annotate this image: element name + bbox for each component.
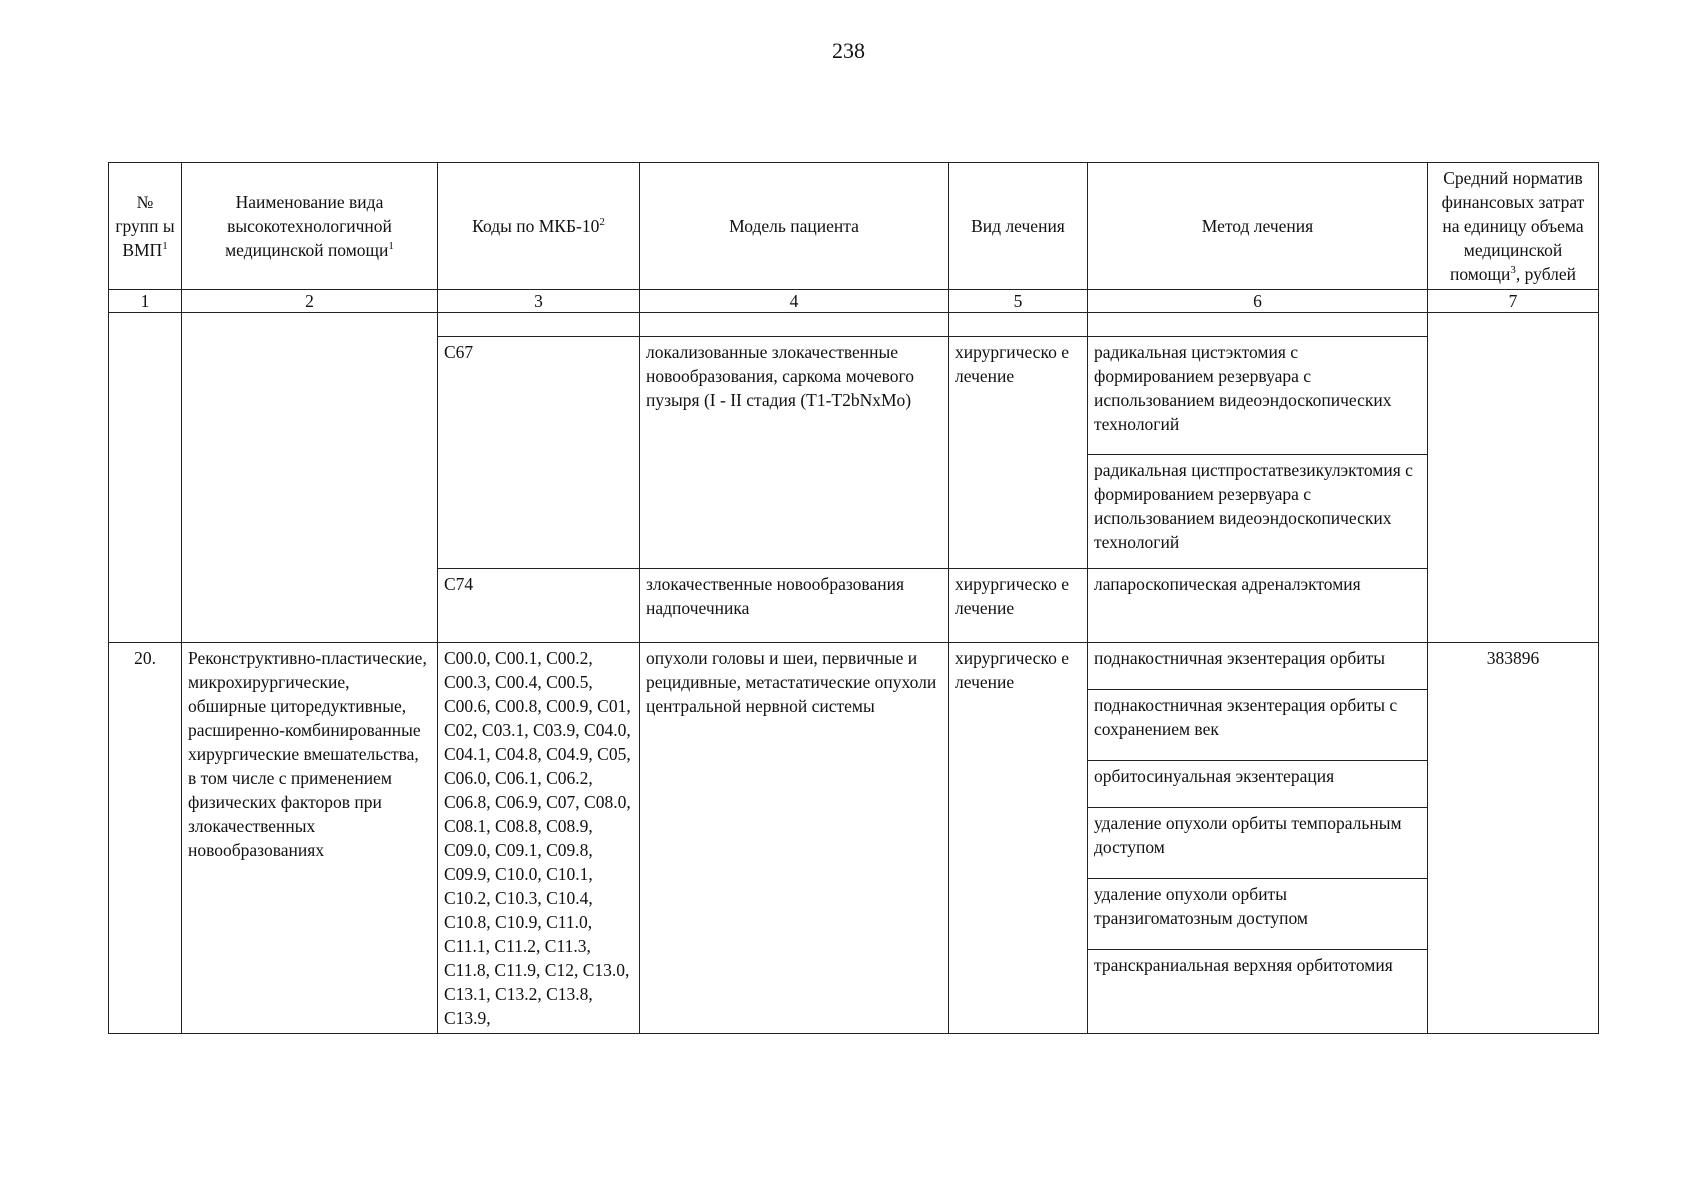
treatment-type-cell: хирургическо е лечение: [949, 337, 1088, 569]
column-number: 2: [182, 290, 438, 313]
column-number: 4: [640, 290, 949, 313]
header-treatment-type: Вид лечения: [949, 163, 1088, 290]
header-icd-codes: Коды по МКБ-$10^2$: [438, 163, 640, 290]
treatment-method: поднакостничная экзентерация орбиты: [1088, 643, 1427, 690]
column-number: 7: [1428, 290, 1599, 313]
table-row: [109, 313, 1599, 337]
column-number: 1: [109, 290, 182, 313]
header-patient-model: Модель пациента: [640, 163, 949, 290]
patient-model-cell: злокачественные новообразования надпочечника: [640, 569, 949, 643]
group-number-cell: [109, 313, 182, 643]
group-number-cell: 20.: [109, 643, 182, 1034]
column-number: 6: [1088, 290, 1428, 313]
patient-model-cell: опухоли головы и шеи, первичные и рецидивные, метастатические опухоли центральной нервной системы: [640, 643, 949, 1034]
patient-model-cell: локализованные злокачественные новообразования, саркома мочевого пузыря (I - II стадия (T1-T2bNxMo): [640, 337, 949, 569]
header-vmp-name: Наименование вида высокотехнологичной медицинской помощи$^1$: [182, 163, 438, 290]
treatment-method: удаление опухоли орбиты темпоральным доступом: [1088, 808, 1427, 879]
header-cost-norm: Средний норматив финансовых затрат на единицу объема медицинской помощи$^3$, рублей: [1428, 163, 1599, 290]
treatment-method-cell: лапароскопическая адреналэктомия: [1088, 569, 1428, 643]
treatment-method: радикальная цистпростатвезикулэктомия с формированием резервуара с использованием видеоэндоскопических технологий: [1094, 460, 1413, 552]
spacer-cell: [1088, 313, 1428, 337]
treatment-methods-cell: [1088, 337, 1428, 569]
vmp-table: [108, 162, 1599, 1034]
icd-codes-cell: С74: [438, 569, 640, 643]
treatment-type-cell: хирургическо е лечение: [949, 569, 1088, 643]
cost-cell: [1428, 313, 1599, 643]
column-number-row: [109, 290, 1599, 313]
icd-codes-cell: С67: [438, 337, 640, 569]
vmp-name-cell: [182, 313, 438, 643]
treatment-method: поднакостничная экзентерация орбиты с сохранением век: [1088, 690, 1427, 761]
page-number: 238: [832, 38, 865, 63]
table-row: [109, 643, 1599, 1034]
vmp-name-cell: Реконструктивно-пластические, микрохирургические, обширные циторедуктивные, расширенно-комбинированные хирургические вмешательства, в том числе с применением физических факторов при злокачественных новообразованиях: [182, 643, 438, 1034]
treatment-type-cell: хирургическо е лечение: [949, 643, 1088, 1034]
spacer-cell: [640, 313, 949, 337]
cost-cell: 383896: [1428, 643, 1599, 1034]
spacer-cell: [438, 313, 640, 337]
header-treatment-method: Метод лечения: [1088, 163, 1428, 290]
treatment-method: транскраниальная верхняя орбитотомия: [1094, 955, 1393, 975]
treatment-methods-cell: [1088, 643, 1428, 1034]
header-group-number: № групп ы ВМП$^1$: [109, 163, 182, 290]
column-number: 3: [438, 290, 640, 313]
treatment-method: орбитосинуальная экзентерация: [1088, 761, 1427, 808]
treatment-method: радикальная цистэктомия с формированием резервуара с использованием видеоэндоскопических технологий: [1088, 337, 1427, 455]
icd-codes-cell: С00.0, С00.1, С00.2, С00.3, С00.4, С00.5, С00.6, С00.8, С00.9, С01, С02, С03.1, С03.9, С04.0, С04.1, С04.8, С04.9, С05, С06.0, С06.1, С06.2, С06.8, С06.9, С07, С08.0, С08.1, С08.8, С08.9, С09.0, С09.1, С09.8, С09.9, С10.0, С10.1, С10.2, С10.3, С10.4, С10.8, С10.9, С11.0, С11.1, С11.2, С11.3, С11.8, С11.9, С12, С13.0, С13.1, С13.2, С13.8, С13.9,: [438, 643, 640, 1034]
treatment-method: удаление опухоли орбиты транзигоматозным доступом: [1088, 879, 1427, 950]
spacer-cell: [949, 313, 1088, 337]
column-number: 5: [949, 290, 1088, 313]
header-row: [109, 163, 1599, 290]
